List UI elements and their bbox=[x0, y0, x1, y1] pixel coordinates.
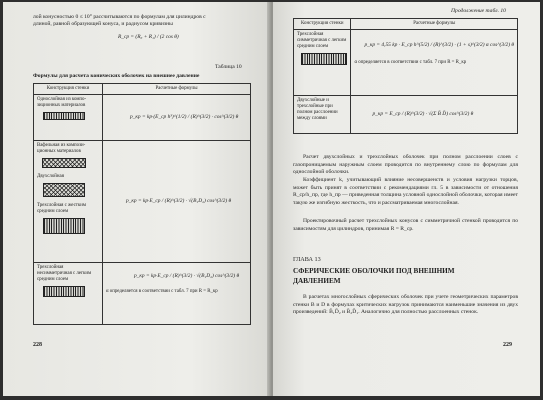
table-row bbox=[34, 263, 103, 325]
waffle-diagram bbox=[42, 158, 86, 168]
paragraph-1: Расчет двухслойных и трехслойных оболочек при полном расслоении слоев с газопроницаемым наружным слоем проводится по внутреннему слою по формулам для однослойной оболочки. bbox=[293, 154, 518, 176]
rcp-formula: R_ср = (R₀ + R₁) / (2 cos θ) bbox=[118, 34, 179, 40]
col-header-construction: Конструкция стенки bbox=[294, 19, 351, 30]
chapter-title-line-2: ДАВЛЕНИЕМ bbox=[293, 277, 341, 285]
chapter-title-line-1: СФЕРИЧЕСКИЕ ОБОЛОЧКИ ПОД ВНЕШНИМ bbox=[293, 267, 455, 275]
paragraph-3: Проектировочный расчет трехслойных конусов с симметричной стенкой проводится по зависимостям для цилиндров, принимая R = R_ср. bbox=[293, 218, 518, 232]
table-number: Таблица 10 bbox=[215, 64, 242, 70]
formula-table-continued bbox=[293, 18, 518, 134]
alpha-note: α определяется в соответствии с табл. 7 при R = R_кр bbox=[354, 60, 467, 65]
paragraph-4: В расчетах многослойных сферических оболочек при учете геометрических параметров стенки B и D в формулах критических нагрузок принимаются наименьшие значения из двух произведений: B̄₁D̄₂ и B̄₂D̄₁. Аналогично для полностью расслоенных стенок. bbox=[293, 294, 518, 316]
symmetric-layer-diagram bbox=[301, 53, 347, 65]
table-title: Формулы для расчета конических оболочек на внешнее давление bbox=[33, 73, 200, 79]
col-header-formulas: Расчетные формулы bbox=[103, 84, 251, 95]
page-number-left: 228 bbox=[33, 342, 42, 348]
paragraph-2: Коэффициент k, учитывающий влияние несовершенств и условия нагрузки торцов, может быть принят в соответствии с рекомендациями гл. 5 в зависимости от отношения R_ср/h_пр, где h_пр — приведенная толщина условной однослойной оболочки, которая имеет такую же изгибную жесткость, что и рассматриваемая многослойная. bbox=[293, 177, 518, 206]
page-number-right: 229 bbox=[503, 342, 512, 348]
construction-label: Трехслойная несимметричная с легким средним слоем bbox=[37, 265, 92, 282]
asymmetric-layer-diagram bbox=[43, 286, 85, 297]
construction-label: Однослойная из компо-зиционных материалов bbox=[37, 97, 87, 108]
table-row-formula: p_кр = E_ср / (R)^(3/2) · √(Σ B̄ D̄) cos^(3/2) θ bbox=[351, 96, 518, 134]
three-layer-rigid-diagram bbox=[43, 218, 85, 234]
table-row-formula: p_кр = kp·(E_ср h³)^(1/2) / (R)^(3/2) · cos^(3/2) θ bbox=[103, 95, 251, 141]
right-page bbox=[273, 2, 540, 396]
construction-label: Вафельная из компози-ционных материалов bbox=[37, 143, 86, 154]
table-row-formula: p_кр = kp·E_ср / (R)^(3/2) · √(B₁D₂) cos^(3/2) θ bbox=[103, 141, 251, 263]
table-row bbox=[294, 30, 351, 96]
construction-label: Двухслойная bbox=[37, 174, 64, 179]
intro-line-1: лой конусностью 0 ≤ 10° рассчитываются по формулам для цилиндров с bbox=[33, 14, 206, 20]
left-page bbox=[3, 2, 271, 396]
layer-diagram bbox=[43, 112, 85, 120]
col-header-formulas: Расчетные формулы bbox=[351, 19, 518, 30]
col-header-construction: Конструкция стенки bbox=[34, 84, 103, 95]
table-row-formula: p_кр = kp·E_ср / (R)^(3/2) · √(B₁D₂) cos^(3/2) θ α определяется в соответствии с табл. 7 при R = R_кр bbox=[103, 263, 251, 325]
construction-label: Двухслойные и трехслойные при полном расслоении между слоями bbox=[297, 98, 338, 121]
chapter-label: ГЛАВА 13 bbox=[293, 256, 321, 263]
two-layer-diagram bbox=[43, 183, 85, 197]
table-row bbox=[294, 96, 351, 134]
table-row-formula: p_кр = 4,55 kp · E_ср h^(5/2) / (R)^(3/2) · (1 + s)^(3/2) α cos^(3/2) θ α определяется в соответствии с табл. 7 при R = R_кр bbox=[351, 30, 518, 96]
formula-table bbox=[33, 83, 251, 325]
intro-line-2: длиной, равной образующей конуса, и радиусом кривизны bbox=[33, 21, 173, 27]
table-row bbox=[34, 95, 103, 141]
open-book bbox=[3, 2, 540, 396]
alpha-note: α определяется в соответствии с табл. 7 при R = R_кр bbox=[106, 289, 218, 294]
construction-label: Трехслойная с жестким средним слоем bbox=[37, 203, 86, 214]
continuation-label: Продолжение табл. 10 bbox=[451, 8, 506, 14]
table-row bbox=[34, 141, 103, 263]
construction-label: Трехслойная симметричная с легким средним слоем bbox=[297, 32, 347, 49]
